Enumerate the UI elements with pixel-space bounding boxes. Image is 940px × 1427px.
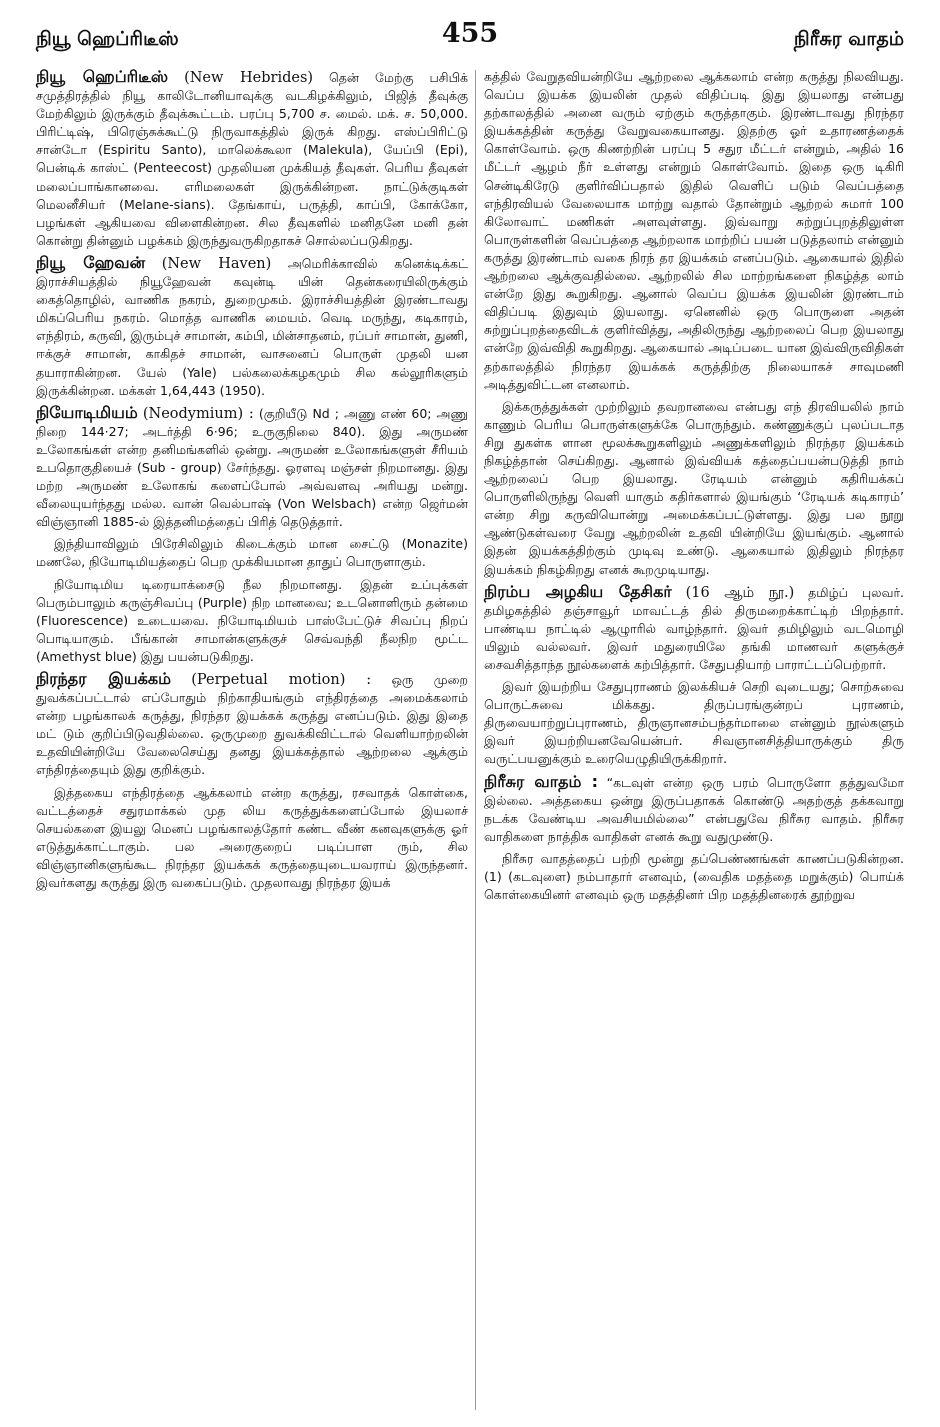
article-body-text: அமெரிக்காவில் கனெக்டிக்கட் இராச்சியத்தில் நியூஹேவன் கவுன்டி யின் தென்கரையிலிருக்கும் கைத்தொழில், வாணிக நகரம், துறைமுகம். இராச்சியத்தின் இரண்டாவது மிகப்பெரிய நகரம். மொத்த வாணிக மையம். வெடி மருந்து, கடிகாரம், எந்திரம், கருவி, இரும்புச் சாமான், கம்பி, மின்சாதனம், ரப்பர் சாமான், துணி, ஈக்குச் சாமான், காகிதச் சாமான், வாசனைப் பொருள் முதலி யன தயாராகின்றன. யேல் (Yale) பல்கலைக்கழகமும் சில கல்லூரிகளும் இருக்கின்றன. மக்கள் 1,64,443 (1950). — [36, 255, 468, 398]
body-paragraph: இக்கருத்துக்கள் முற்றிலும் தவறானவை என்பது எந் திரவியலில் நாம் காணும் பெரிய பொருள்களுக்கே பொருந்தும். கண்ணுக்குப் புலப்படாத சிறு துகள்க ளான மூலக்கூறுகளிலும் அணுக்களிலும் நிரந்தர இயக்கம் நிகழ்த்தான் செய்கிறது. ஆனால் இவ்வியக் கத்தைப்பயன்படுத்தி நாம் ஆற்றலைப் பெற இயலாது. ரேடியம் என்னும் கதிரியக்கப் பொருளிலிருந்து வெளி யாகும் கதிர்களால் இயங்கும் ‘ரேடியக் கடிகாரம்’ என்ற சிறு கருவியொன்று அமைக்கப்பட்டுள்ளது. இது பல நூறு ஆண்டுகள்வரை வேறு ஆற்றலின் உதவி யின்றியே இயங்கும். ஆனால் இதன் இயக்கத்திற்கும் முடிவு உண்டு. ஆகையால் இதிலும் நிரந்தர இயக்கம் நிகழ்கிறது எனக் கூறமுடியாது. — [484, 398, 904, 577]
article-headword: நிரீசுர வாதம் : — [484, 771, 599, 791]
page-number: 455 — [441, 18, 499, 49]
article-headword-english: (Neodymium) : — [142, 405, 254, 422]
article-headword: நியூ ஹெப்ரிடீஸ் — [36, 67, 169, 86]
body-paragraph: நியோடிமிய டிரையாக்சைடு நீல நிறமானது. இதன் உப்புக்கள் பெரும்பாலும் கருஞ்சிவப்பு (Purple) நிற மானவை; உடனொளிரும் தன்மை (Fluorescence) உடையவை. நியோடிமியம் பாஸ்பேட்டுச் சிவப்பு நிறப் பொடியாகும். பீங்கான் சாமான்களுக்குச் செவ்வந்தி நீலநிற மூட்ட (Amethyst blue) இது பயன்படுகிறது. — [36, 576, 468, 664]
article-body-text: தென் மேற்கு பசிபிக் சமுத்திரத்தில் நியூ காலிடோனியாவுக்கு வடகிழக்கிலும், பிஜித் தீவுக்கு மேற்கிலும் இருக்கும் தீவுக்கூட்டம். பரப்பு 5,700 ச. மைல். மக். ச. 50,000. பிரிட்டிஷ், பிரெஞ்சுக்கூட்டு நிருவாகத்தில் இருக் கிறது. எஸ்ப்பிரிட்டு சான்டோ (Espiritu Santo), மாலெக்கூலா (Malekula), யேப்பி (Epi), பென்டிக் காஸ்ட் (Penteecost) முதலியன முக்கியத் தீவுகள். பெரிய தீவுகள் மலைப்பாங்கானவை. எரிமலைகள் இருக்கின்றன. நாட்டுக்குடிகள் மெலனீசியர் (Melane-sians). தேங்காய், பருத்தி, காப்பி, கோக்கோ, பழங்கள் ஆகியவை விளைகின்றன. சில தீவுகளில் மனிதனே மனி தன் கொன்று தின்னும் பழக்கம் இருந்துவருகிறதாகச் சொல்லப்படுகிறது. — [36, 70, 468, 248]
body-paragraph: இந்தியாவிலும் பிரேசிலிலும் கிடைக்கும் மான சைட்டு (Monazite) மணலே, நியோடிமியத்தைப் பெற முக்கியமான தாதுப் பொருளாகும். — [36, 536, 468, 570]
article-entry — [484, 773, 904, 846]
article-headword-english: (New Hebrides) — [184, 70, 314, 86]
article-entry — [36, 670, 468, 780]
article-headword: நியோடிமியம் — [36, 402, 138, 422]
continued-paragraph: கத்தில் வேறுதவியன்றியே ஆற்றலை ஆக்கலாம் என்ற கருத்து நிலவியது. வெப்ப இயக்க இயலின் முதல் விதிப்படி இது இயலாது என்பது தற்காலத்தில் அனை வரும் ஏற்கும் கருத்தாகும். இரண்டாவது நிரந்தர இயக்கத்தின் கருத்து வேறுவகையானது. இதற்கு ஓர் உதாரணத்தைக் கொள்வோம். ஒரு கிணற்றின் பரப்பு 5 சதுர மீட்டர் என்றும், அதில் 16 மீட்டர் ஆழம் நீர் உள்ளது என்றும் கொள்வோம். இதை ஒரு டிகிரி சென்டிகிரேடு குளிர்விப்பதால் இதில் வெளிப் படும் வெப்பத்தை எந்திரவியல் வேலையாக மாற்று வதால் தோன்றும் ஆற்றல் சுமார் 100 கிலோவாட் மணிகள் அளவுள்ளது. இவ்வாறு சுற்றுப்புறத்திலுள்ள பொருள்களின் வெப்பத்தை ஆற்றலாக மாற்றிப் பயன் படுத்தலாம் என்னும் கருத்து இரண்டாம் வகை நிரந் தர இயக்கம் எனப்படும். ஆகையால் இதில் ஆற்றலை ஆக்குவதில்லை. ஆற்றலில் சில மாற்றங்களை நிகழ்த்த லாம் என்றே இது கூறுகிறது. ஆனால் வெப்ப இயக்க இயலின் இரண்டாம் விதிப்படி இதுவும் இயலாது. ஏனெனில் ஒரு பொருளை அதன் சுற்றுப்புறத்தைவிடக் குளிர்வித்து, அதிலிருந்து ஆற்றலைப் பெற இயலாது என்றே இவ்விதி கூறுகிறது. ஆகையால் அடிப்படை யான இவ்விருவிதிகள் தற்காலத்தில் நிரந்தர இயக்கக் கருத்திற்கு நிலையாகச் சாவுமணி அடித்துவிட்டன எனலாம். — [484, 69, 904, 392]
article-headword: நிரம்ப அழகிய தேசிகர் — [484, 581, 672, 601]
left-column — [36, 68, 468, 896]
body-paragraph: நிரீசுர வாதத்தைப் பற்றி மூன்று தப்பெண்ணங்கள் காணப்படுகின்றன. (1) (கடவுளை) நம்பாதார் எனவும், (வைதிக மதத்தை மறுக்கும்) பொய்க் கொள்கையினர் எனவும் ஒரு மதத்தினர் பிற மதத்தினரைக் தூற்றுவ — [484, 850, 904, 903]
article-entry — [36, 68, 468, 250]
article-entry — [36, 254, 468, 400]
right-column — [484, 68, 904, 908]
article-body-text: “கடவுள் என்ற ஒரு பரம் பொருளோ தத்துவமோ இல்லை. அத்தகைய ஒன்று இருப்பதாகக் கொண்டு அதற்குத் தக்கவாறு நடக்க வேண்டிய அவசியமில்லை” என்பதுவே நிரீசுர வாதம். நிரீசுர வாதிகளை நாத்திக வாதிகள் எனக் கூறு வதுமுண்டு. — [484, 774, 904, 844]
article-headword: நிரந்தர இயக்கம் — [36, 669, 171, 688]
article-headword-english: (New Haven) — [161, 255, 272, 272]
article-body-text: ஒரு முறை துவக்கப்பட்டால் எப்போதும் நிற்காதியங்கும் எந்திரத்தை அமைக்கலாம் என்ற பழங்காலக் கருத்து, நிரந்தர இயக்கக் கருத்து எனப்படும். இது இதை மட் டும் குறிப்பிடுவதில்லை. ஒருமுறை துவக்கிவிட்டால் வெளியாற்றலின் உதவியின்றியே வேலைசெய்து தனது இயக்கத்தால் ஆற்றலை ஆக்கும் எந்திரத்தையும் இது குறிக்கும். — [36, 672, 468, 778]
article-headword-english: (Perpetual motion) : — [191, 672, 372, 688]
body-paragraph: இவர் இயற்றிய சேதுபுராணம் இலக்கியச் செறி வுடையது; சொற்சுவை பொருட்சுவை மிக்கது. திருப்பரங்குன்றப் புராணம், திருவையாற்றுப்புராணம், திருஞானசம்பந்தர்மாலை என்னும் நூல்களும் இவர் இயற்றியனவேயென்பர். சிவஞானசித்தியாருக்கும் திரு வருட்பயனுக்கும் உரையெழுதியிருக்கிறார். — [484, 679, 904, 767]
article-headword: நியூ ஹேவன் — [36, 252, 146, 272]
article-body-text: (குறியீடு Nd ; அணு எண் 60; அணு நிறை 144·27; அடர்த்தி 6·96; உருகுநிலை 840). இது அருமண் உலோகங்கள் என்ற தனிமங்களில் ஒன்று. அருமண் உலோகங்களுள் சீரியம் உபதொகுதியைச் (Sub - group) சேர்ந்தது. ஓரளவு மஞ்சள் நிறமானது. இது மற்ற அருமண் உலோகங் களைப்போல் அவ்வளவு அரியது மன்று. வீலையுயர்ந்தது மல்ல. வான் வெல்பாஷ் (Von Welsbach) என்ற ஜெர்மன் விஞ்ஞானி 1885-ல் இத்தனிமத்தைப் பிரித் தெடுத்தார். — [36, 405, 468, 530]
header-right-title: நிரீசுர வாதம் — [793, 28, 904, 50]
column-divider — [475, 70, 476, 1410]
article-body-text: தமிழ்ப் புலவர். தமிழகத்தில் தஞ்சாவூர் மாவட்டத் தில் திருமறைக்காட்டிற் பிறந்தார். பாண்டிய நாட்டில் ஆழுாரில் வாழ்ந்தார். இவர் தமிழிலும் வடமொழி யிலும் வல்லவர். இவர் மதுரையிலே தங்கி மாணவர் களுக்குச் சைவசித்தாந்த நூல்களைக் கற்பித்தார். சேதுபதியாற் பாராட்டப்பெற்றார். — [484, 584, 904, 672]
body-paragraph: இத்தகைய எந்திரத்தை ஆக்கலாம் என்ற கருத்து, ரசவாதக் கொள்கை, வட்டத்தைச் சதுரமாக்கல் முத லிய கருத்துக்களைப்போல் இயலாச் செயல்களை இயலு மெனப் பழங்காலத்தோர் கண்ட வீண் கனவுகளுக்கு ஓர் எடுத்துக்காட்டாகும். பல அரைகுறைப் படிப்பாள ரும், சில விஞ்ஞானிகளுங்கூட நிரந்தர இயக்கக் கருத்தையுடையவராய் இருந்தனர். இவர்களது கருத்து இரு வகைப்படும். முதலாவது நிரந்தர இயக் — [36, 784, 468, 891]
running-header — [36, 18, 904, 58]
article-headword-english: (16 ஆம் நூ.) — [685, 584, 795, 601]
article-entry — [484, 583, 904, 674]
article-entry — [36, 404, 468, 532]
header-left-title: நியூ ஹெப்ரிடீஸ் — [36, 28, 179, 50]
